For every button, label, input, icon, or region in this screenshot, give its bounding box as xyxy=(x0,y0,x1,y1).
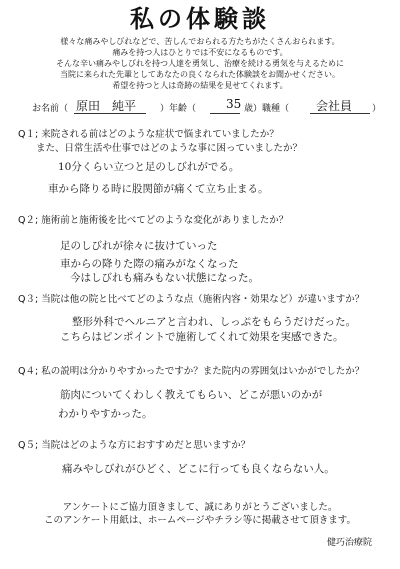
question-3 xyxy=(18,293,364,307)
respondent-info xyxy=(10,97,390,115)
question-line: Q３; 当院は他の院と比べてどのような点（施術内容・効果など）が違いますか？ xyxy=(18,294,365,305)
intro-text xyxy=(10,36,390,91)
question-line: また、日常生活や仕事ではどのような事に困っていましたか？ xyxy=(36,143,303,154)
answer-line: こちらはピンポイントで施術してくれて効果を実感できた。 xyxy=(60,331,344,343)
answer-line: 車からの降りた際の痛みがなくなった xyxy=(60,258,239,270)
footer-line: このアンケート用紙は、ホームページやチラシ等に掲載させて頂きます。 xyxy=(44,515,356,526)
age-value: 35 xyxy=(226,97,242,111)
answer-line: わかりやすかった。 xyxy=(58,408,153,420)
answer-line: 今はしびれも痛みもない状態になった。 xyxy=(70,272,259,284)
clinic-name: 健巧治療院 xyxy=(326,538,372,548)
intro-line: 希望を持つと人は奇跡の結果を見せてくれます。 xyxy=(112,81,288,90)
question-2 xyxy=(18,214,288,228)
job-label: 歳）職種（ xyxy=(244,104,290,114)
answer-line: 痛みやしびれがひどく、どこに行っても良くならない人。 xyxy=(62,463,335,475)
thank-you-note xyxy=(0,501,400,527)
question-line: Q５; 当院はどのような方におすすめだと思いますか？ xyxy=(18,440,251,451)
question-5 xyxy=(18,439,250,453)
intro-line: そんな辛い痛みやしびれを持つ人達を勇気し、治療を続ける勇気を与えるために xyxy=(56,59,344,68)
answer-line: 筋肉についてくわしく教えてもらい、どこが悪いのかが xyxy=(60,389,323,401)
name-underline xyxy=(74,113,146,114)
page-title: 私の体験談 xyxy=(130,5,270,33)
name-label: お名前（ xyxy=(32,104,69,114)
answer-line: 足のしびれが徐々に抜けていった xyxy=(60,240,218,252)
age-label: ）年齢（ xyxy=(160,104,197,114)
answer-line: 10分くらい立つと足のしびれがでる。 xyxy=(58,161,240,173)
age-underline xyxy=(210,113,240,114)
info-close: ） xyxy=(372,104,382,114)
question-line: Q１; 来院される前はどのような症状で悩まれていましたか？ xyxy=(18,129,279,140)
intro-line: 当院に来られた先輩としてあなたの良くなられた体験談をお聞かせください。 xyxy=(60,70,340,79)
answer-line: 整形外科でヘルニアと言われ、しっぷをもらうだけだった。 xyxy=(72,316,357,328)
survey-page xyxy=(0,4,400,569)
answer-line: 車から降りる時に股関節が痛くて立ち止まる。 xyxy=(48,183,269,195)
name-value: 原田 純平 xyxy=(76,99,137,113)
intro-line: 様々な痛みやしびれなどで、苦しんでおられる方たちがたくさんおられます。 xyxy=(60,37,340,46)
footer-line: アンケートにご協力頂きまして、誠にありがとうございました。 xyxy=(62,502,338,513)
job-value: 会社員 xyxy=(316,99,353,113)
question-4 xyxy=(18,365,364,379)
question-1 xyxy=(18,128,302,156)
intro-line: 痛みを持つ人はひとりでは不安になるものです。 xyxy=(112,48,288,57)
question-line: Q４; 私の説明は分かりやすかったですか？また院内の雰囲気はいかがでしたか？ xyxy=(18,366,365,377)
question-line: Q２; 施術前と施術後を比べてどのような変化がありましたか？ xyxy=(18,215,289,226)
job-underline xyxy=(310,113,370,114)
